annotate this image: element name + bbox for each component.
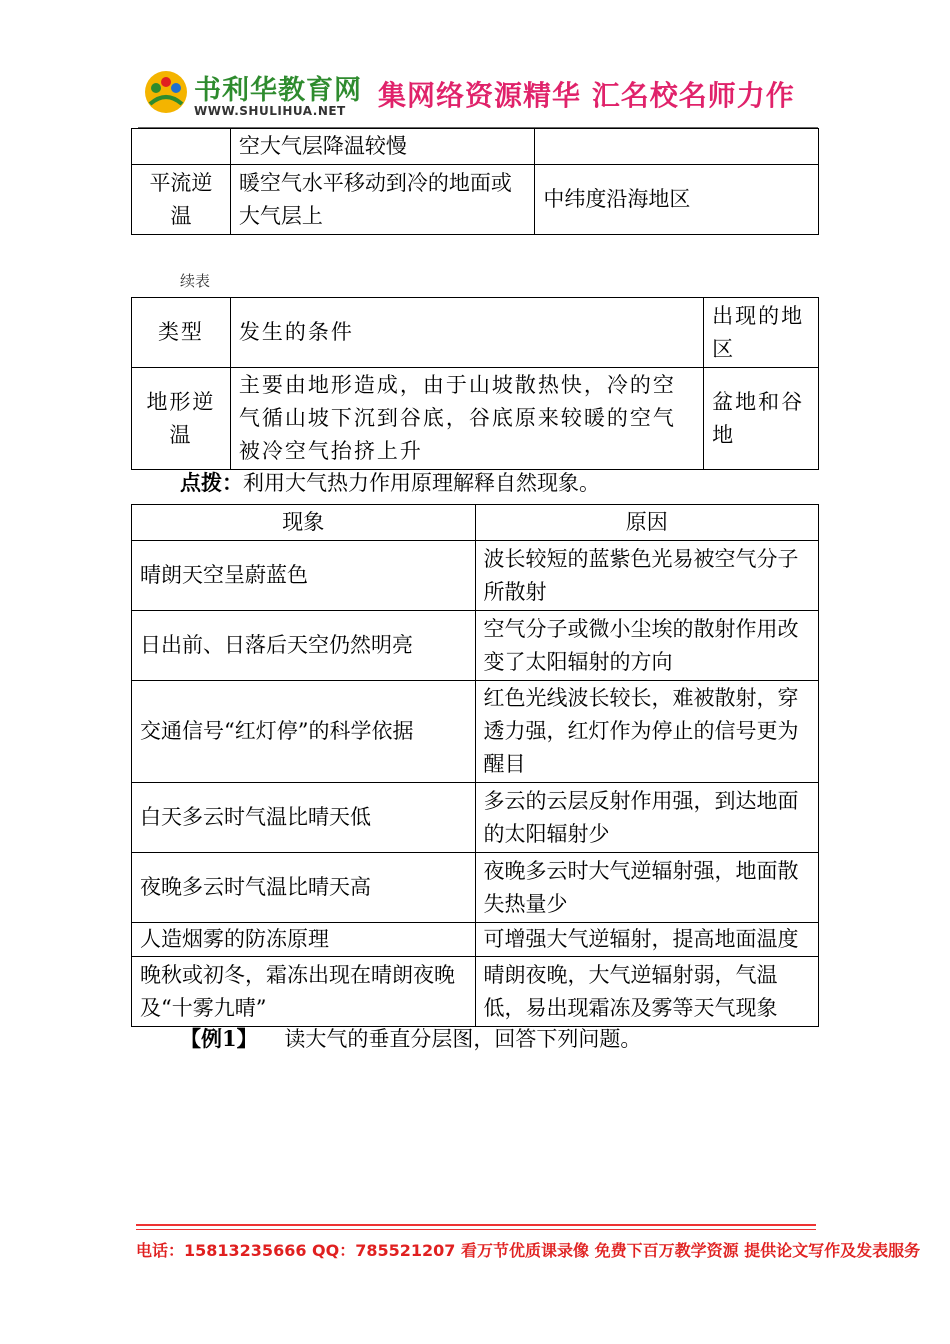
table-row bbox=[132, 957, 819, 1027]
table-header-row bbox=[132, 505, 819, 541]
header-region: 出现的地区 bbox=[704, 298, 819, 368]
reason-cell: 红色光线波长较长，难被散射，穿透力强，红灯作为停止的信号更为醒目 bbox=[475, 681, 819, 783]
table-row bbox=[132, 165, 819, 235]
table-row bbox=[132, 129, 819, 165]
phenomenon-cell: 交通信号“红灯停”的科学依据 bbox=[132, 681, 476, 783]
continued-label: 续表 bbox=[180, 272, 211, 290]
reason-cell: 空气分子或微小尘埃的散射作用改变了太阳辐射的方向 bbox=[475, 611, 819, 681]
example-label: 【例1】 bbox=[180, 1026, 258, 1051]
table-row bbox=[132, 681, 819, 783]
reason-cell: 夜晚多云时大气逆辐射强，地面散失热量少 bbox=[475, 853, 819, 923]
reason-cell: 波长较短的蓝紫色光易被空气分子所散射 bbox=[475, 541, 819, 611]
header-type: 类型 bbox=[132, 298, 231, 368]
table-row bbox=[132, 368, 819, 470]
phenomenon-cell: 夜晚多云时气温比晴天高 bbox=[132, 853, 476, 923]
phenomenon-cell: 晴朗天空呈蔚蓝色 bbox=[132, 541, 476, 611]
phenomenon-cell: 日出前、日落后天空仍然明亮 bbox=[132, 611, 476, 681]
table-row bbox=[132, 541, 819, 611]
table-row bbox=[132, 923, 819, 957]
table-row bbox=[132, 853, 819, 923]
phenomenon-cell: 人造烟雾的防冻原理 bbox=[132, 923, 476, 957]
type-cell: 平流逆温 bbox=[132, 165, 231, 235]
reason-cell: 多云的云层反射作用强，到达地面的太阳辐射少 bbox=[475, 783, 819, 853]
region-cell bbox=[535, 129, 819, 165]
footer-divider bbox=[136, 1224, 816, 1226]
header-reason: 原因 bbox=[475, 505, 819, 541]
example-text: 读大气的垂直分层图，回答下列问题。 bbox=[284, 1027, 642, 1051]
phenomena-table bbox=[131, 504, 819, 1027]
footer-divider-thin bbox=[136, 1229, 816, 1230]
inversion-table-part2 bbox=[131, 297, 819, 470]
logo-url: WWW.SHULIHUA.NET bbox=[194, 104, 346, 118]
phenomenon-cell: 晚秋或初冬，霜冻出现在晴朗夜晚及“十雾九晴” bbox=[132, 957, 476, 1027]
header-condition: 发生的条件 bbox=[230, 298, 703, 368]
reason-cell: 可增强大气逆辐射，提高地面温度 bbox=[475, 923, 819, 957]
phenomenon-cell: 白天多云时气温比晴天低 bbox=[132, 783, 476, 853]
table-header-row bbox=[132, 298, 819, 368]
header-phenomenon: 现象 bbox=[132, 505, 476, 541]
condition-cell: 主要由地形造成，由于山坡散热快，冷的空气循山坡下沉到谷底，谷底原来较暖的空气被冷空气抬挤上升 bbox=[230, 368, 703, 470]
type-cell bbox=[132, 129, 231, 165]
logo-text: 书利华教育网 bbox=[194, 75, 362, 106]
table-row bbox=[132, 611, 819, 681]
type-cell: 地形逆温 bbox=[132, 368, 231, 470]
logo-icon bbox=[144, 70, 188, 114]
condition-cell: 暖空气水平移动到冷的地面或大气层上 bbox=[230, 165, 535, 235]
footer-contact: 电话：15813235666 QQ：785521207 看万节优质课录像 免费下百万教学资源 提供论文写作及发表服务 bbox=[136, 1241, 921, 1260]
example-question bbox=[180, 1024, 641, 1054]
tip-text: 利用大气热力作用原理解释自然现象。 bbox=[243, 471, 600, 495]
condition-cell: 空大气层降温较慢 bbox=[230, 129, 535, 165]
header-slogan: 集网络资源精华 汇名校名师力作 bbox=[378, 79, 795, 112]
tip-label: 点拨： bbox=[180, 470, 243, 495]
inversion-table-part1 bbox=[131, 128, 819, 235]
table-row bbox=[132, 783, 819, 853]
tip-paragraph bbox=[180, 468, 600, 498]
reason-cell: 晴朗夜晚，大气逆辐射弱，气温低，易出现霜冻及雾等天气现象 bbox=[475, 957, 819, 1027]
region-cell: 盆地和谷地 bbox=[704, 368, 819, 470]
region-cell: 中纬度沿海地区 bbox=[535, 165, 819, 235]
site-header bbox=[138, 66, 818, 130]
